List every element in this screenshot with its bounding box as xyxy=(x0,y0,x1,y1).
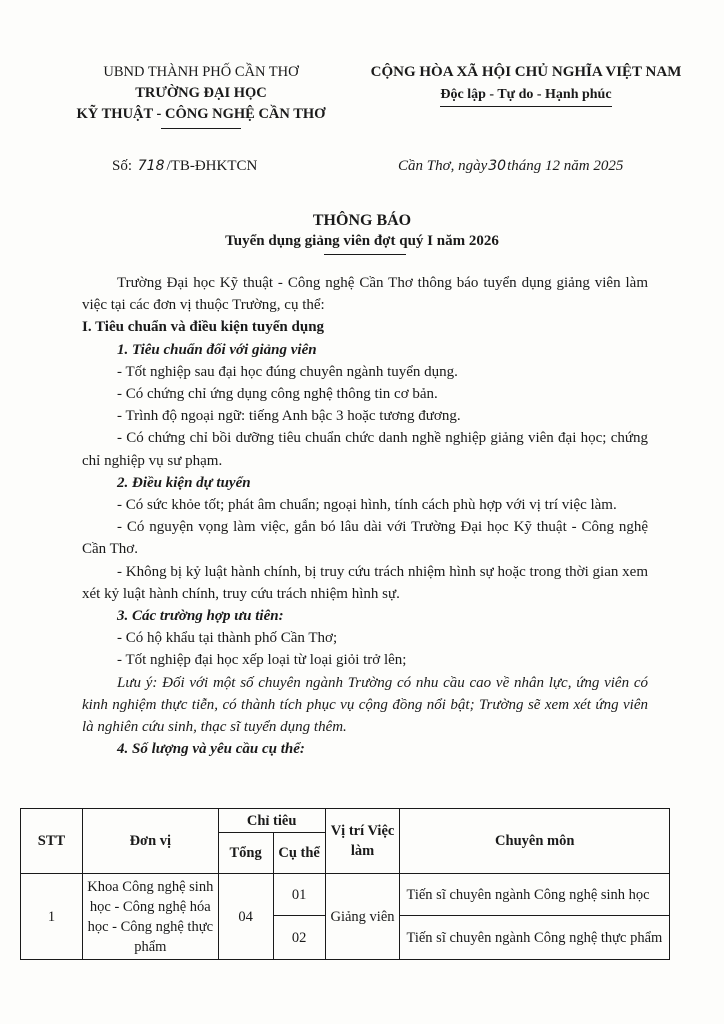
cell-position: Giảng viên xyxy=(325,874,400,960)
list-item: - Tốt nghiệp sau đại học đúng chuyên ngành tuyển dụng. xyxy=(117,363,458,380)
list-item: - Không bị kỷ luật hành chính, bị truy cứu trách nhiệm hình sự hoặc trong thời gian xem xét kỷ luật hành chính, truy cứu trách nhiệm hình sự. xyxy=(82,563,648,602)
cell-stt: 1 xyxy=(21,874,83,960)
national-motto: Độc lập - Tự do - Hạnh phúc xyxy=(440,83,611,107)
doc-number-prefix: Số: xyxy=(112,158,133,174)
date-after: tháng 12 năm 2025 xyxy=(507,158,624,174)
issuer-block xyxy=(60,62,342,129)
date-day-handwritten: 30 xyxy=(488,158,507,174)
document-subtitle: Tuyển dụng giảng viên đợt quý I năm 2026 xyxy=(225,233,499,249)
list-item: - Trình độ ngoại ngữ: tiếng Anh bậc 3 hoặc tương đương. xyxy=(117,408,461,425)
cell-major: Tiến sĩ chuyên ngành Công nghệ sinh học xyxy=(400,874,670,916)
note-paragraph: Lưu ý: Đối với một số chuyên ngành Trường có nhu cầu cao về nhân lực, ứng viên có kinh nghiệm thực tiễn, có thành tích phục vụ cộng đồng nổi bật; Trường sẽ xem xét ứng viên là nghiên cứu sinh, thạc sĩ tuyển dụng thêm. xyxy=(82,674,648,736)
subsection-heading: 4. Số lượng và yêu cầu cụ thể: xyxy=(117,741,305,758)
cell-total: 04 xyxy=(218,874,273,960)
header-total: Tổng xyxy=(218,833,273,874)
national-title: CỘNG HÒA XÃ HỘI CHỦ NGHĨA VIỆT NAM xyxy=(370,64,682,80)
list-item: - Có hộ khẩu tại thành phố Cần Thơ; xyxy=(117,630,338,647)
header-stt: STT xyxy=(21,809,83,874)
issuer-underline xyxy=(161,128,241,129)
recruitment-table xyxy=(20,808,670,960)
national-heading xyxy=(350,62,702,107)
table-row xyxy=(21,874,670,916)
list-item: - Có nguyện vọng làm việc, gắn bó lâu dài với Trường Đại học Kỹ thuật - Công nghệ Cần Thơ. xyxy=(82,519,648,558)
document-number xyxy=(112,158,257,175)
date-before: Cần Thơ, ngày xyxy=(398,158,488,174)
section-heading: I. Tiêu chuẩn và điều kiện tuyển dụng xyxy=(82,319,325,336)
doc-number-handwritten: 718 xyxy=(137,158,165,174)
cell-specific: 01 xyxy=(273,874,325,916)
subsection-heading: 3. Các trường hợp ưu tiên: xyxy=(117,608,284,625)
subsection-heading: 2. Điều kiện dự tuyển xyxy=(117,474,251,491)
header-specific: Cụ thể xyxy=(273,833,325,874)
issuer-name-line2: KỸ THUẬT - CÔNG NGHỆ CẦN THƠ xyxy=(76,106,326,122)
header-major: Chuyên môn xyxy=(400,809,670,874)
subtitle-underline xyxy=(324,254,406,255)
issuer-name-line1: TRƯỜNG ĐẠI HỌC xyxy=(135,85,267,101)
cell-unit: Khoa Công nghệ sinh học - Công nghệ hóa học - Công nghệ thực phẩm xyxy=(82,874,218,960)
document-date xyxy=(398,158,623,175)
header-unit: Đơn vị xyxy=(82,809,218,874)
subsection-heading: 1. Tiêu chuẩn đối với giảng viên xyxy=(117,341,317,358)
list-item: - Có chứng chỉ ứng dụng công nghệ thông tin cơ bản. xyxy=(117,386,438,403)
header-position: Vị trí Việc làm xyxy=(325,809,400,874)
cell-specific: 02 xyxy=(273,916,325,960)
list-item: - Có sức khỏe tốt; phát âm chuẩn; ngoại hình, tính cách phù hợp với vị trí việc làm. xyxy=(117,497,617,514)
document-title: THÔNG BÁO xyxy=(312,212,412,229)
intro-paragraph: Trường Đại học Kỹ thuật - Công nghệ Cần Thơ thông báo tuyển dụng giảng viên làm việc tại các đơn vị thuộc Trường, cụ thể: xyxy=(82,275,648,314)
doc-number-suffix: /TB-ĐHKTCN xyxy=(166,158,258,174)
document-body xyxy=(82,272,648,760)
header-quota: Chỉ tiêu xyxy=(218,809,325,833)
cell-major: Tiến sĩ chuyên ngành Công nghệ thực phẩm xyxy=(400,916,670,960)
issuer-parent: UBND THÀNH PHỐ CẦN THƠ xyxy=(103,64,299,80)
list-item: - Tốt nghiệp đại học xếp loại từ loại giỏi trở lên; xyxy=(117,652,407,669)
list-item: - Có chứng chỉ bồi dưỡng tiêu chuẩn chức danh nghề nghiệp giảng viên đại học; chứng chỉ nghiệp vụ sư phạm. xyxy=(82,430,648,469)
